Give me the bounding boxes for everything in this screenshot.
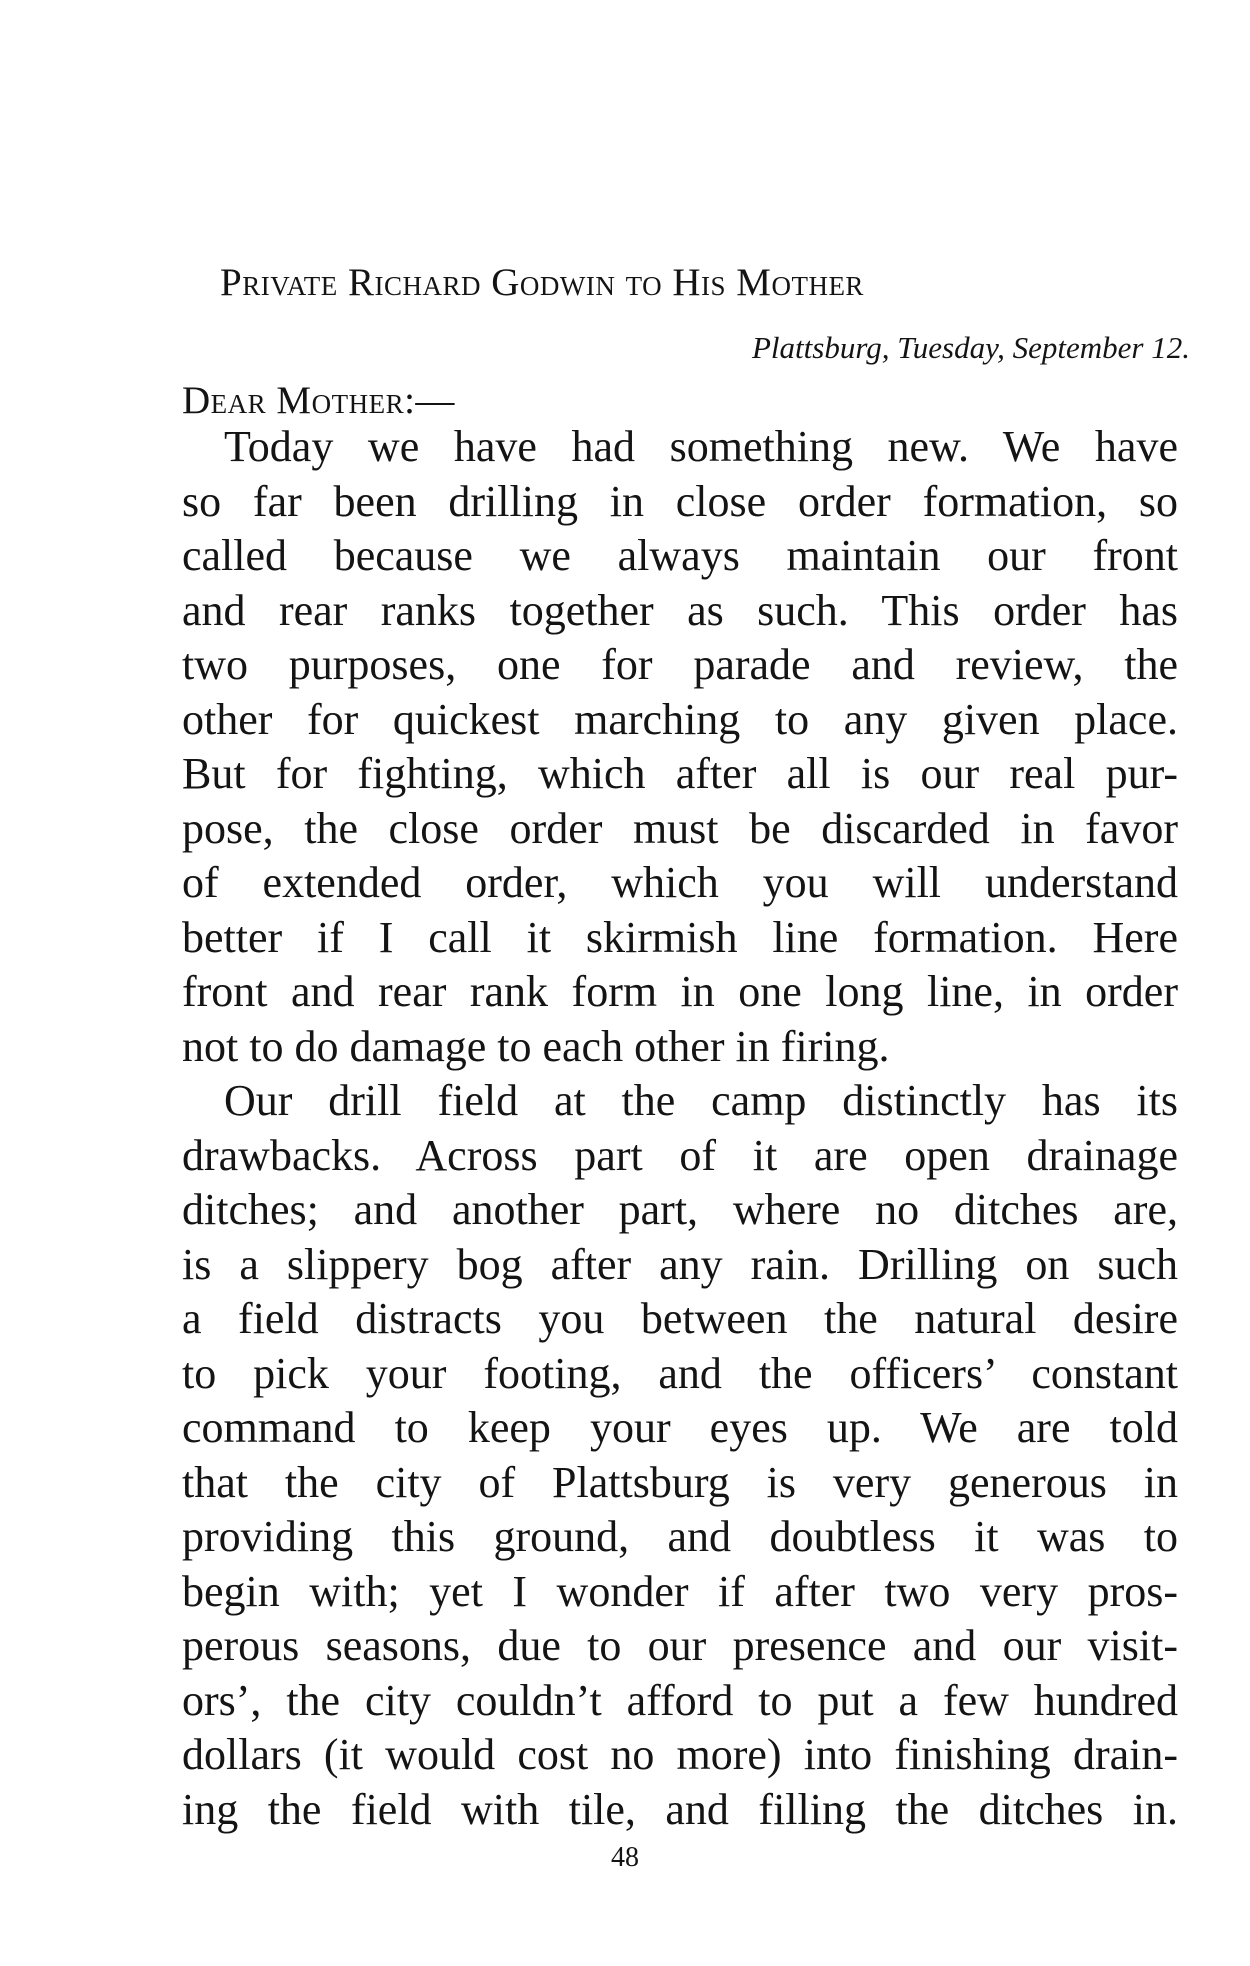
body-line: is a slippery bog after any rain. Drilling on such [182, 1239, 1178, 1289]
body-line: to pick your footing, and the officers’ constant [182, 1348, 1178, 1398]
letter-dateline: Plattsburg, Tuesday, September 12. [752, 330, 1190, 365]
body-line: providing this ground, and doubtless it was to [182, 1512, 1178, 1561]
body-line: so far been drilling in close order formation, so [182, 476, 1178, 526]
letter-heading: Private Richard Godwin to His Mother [220, 261, 864, 304]
body-line: that the city of Plattsburg is very generous in [182, 1457, 1178, 1507]
letter-salutation: Dear Mother:— [182, 379, 455, 422]
body-line: But for fighting, which after all is our real pur- [182, 749, 1178, 798]
body-line: better if I call it skirmish line formation. Here [182, 912, 1178, 962]
body-line: pose, the close order must be discarded in favor [182, 803, 1178, 853]
body-line: Today we have had something new. We have [224, 422, 1178, 471]
body-line: begin with; yet I wonder if after two very pros- [182, 1566, 1178, 1616]
body-line: not to do damage to each other in firing. [182, 1021, 890, 1071]
body-line: ing the field with tile, and filling the ditches in. [182, 1784, 1178, 1834]
body-line: of extended order, which you will understand [182, 858, 1178, 907]
page-number: 48 [611, 1842, 639, 1873]
body-line: ors’, the city couldn’t afford to put a few hundred [182, 1675, 1178, 1725]
body-line: ditches; and another part, where no ditches are, [182, 1185, 1178, 1234]
body-line: and rear ranks together as such. This order has [182, 585, 1178, 635]
body-line: dollars (it would cost no more) into finishing drain- [182, 1730, 1178, 1779]
body-line: front and rear rank form in one long line, in order [182, 967, 1178, 1016]
body-line: drawbacks. Across part of it are open drainage [182, 1130, 1178, 1180]
body-line: perous seasons, due to our presence and our visit- [182, 1621, 1178, 1670]
body-line: two purposes, one for parade and review, the [182, 640, 1178, 689]
body-line: Our drill field at the camp distinctly has its [224, 1076, 1178, 1125]
body-line: other for quickest marching to any given place. [182, 694, 1178, 744]
body-line: called because we always maintain our front [182, 531, 1178, 580]
letter-body [182, 420, 1178, 1837]
body-line: command to keep your eyes up. We are told [182, 1403, 1178, 1452]
body-line: a field distracts you between the natural desire [182, 1294, 1178, 1343]
